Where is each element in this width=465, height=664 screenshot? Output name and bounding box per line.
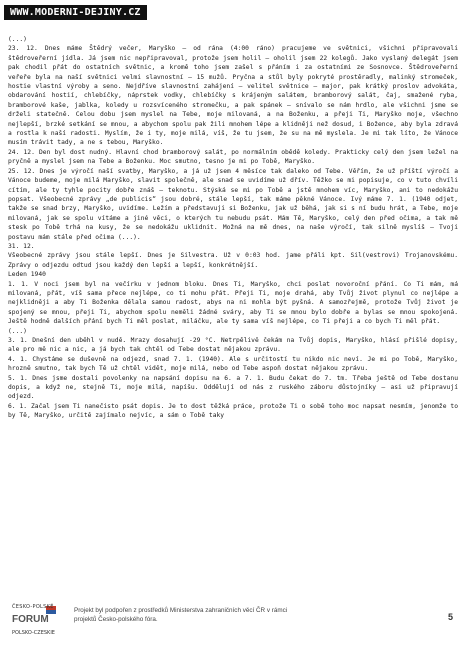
paragraph: 4. 1. Chystáme se duševně na odjezd, snad 7. 1. (1940). Ale s určitostí tu nikdo nic neví. Je mi po Tobě, Maryško, hrozně smutno, tak bych Tě už chtěl vidět, moje milá, nebo od Tebe aspoň dostat nějakou zprávu. xyxy=(8,355,458,373)
paragraph: 5. 1. Dnes jsme dostali povolenky na napsání dopisu na 6. a 7. 1. Budu čekat do 7. tm. Třeba ještě od Tebe dostanu dopis, a když ne, stejně Ti, moje milá, napíšu. Oddělují od nás z ruského záboru důstojníky – asi už připravují odjezd. xyxy=(8,374,458,401)
paragraph: (...) xyxy=(8,36,27,43)
funding-line: projektů Česko-polského fóra. xyxy=(74,616,158,623)
paragraph: Leden 1940 xyxy=(8,271,46,279)
page-number: 5 xyxy=(447,612,453,622)
document-body xyxy=(8,35,458,421)
page-footer xyxy=(0,596,465,664)
logo-main-text: FORUM xyxy=(12,614,49,625)
site-badge[interactable]: WWW.MODERNI-DEJINY.CZ xyxy=(4,5,147,20)
paragraph: 25. 12. Dnes je výročí naší svatby, Maryško, a já už jsem 4 měsíce tak daleko od Tebe. Věřím, že už příští výročí a Vánoce budeme, moje milá Maryško, slavit společně, ale snad se uvidíme už dřív. Těžko se mi popisuje, co v tuto chvíli cítím, ale ty tyhle pocity dobře znáš – teknotu. Stýská se mi po Tobě a jstě mnohem víc, Maryško, ani to nedokážu popsat. Všeobecné zprávy „de publicis“ jsou dobré, stále lepší, tak máme pěkné Vánoce. Ivý máme 7. 1. (1940 odjet, takže se snad brzy, Maryško, uvidíme. Ležím a představuji si Boženku, jak už běhá, jak si s ní budu hrát, a Tebe, moje milovaná, jak se spolu vítáme a jiné věci, o kterých tu nebudu psát. Mám Tě, Maryško, celý den před očima, a tak mě stesk po Tobě trhá na kusy, že se nedokážu uklidnit. Možná na mě dnes, na naše výročí, tak silně myslíš – Tvoji postavu mám stále před očima (...). xyxy=(8,167,458,241)
logo-bottom-text: POLSKO-CZESKIE xyxy=(12,630,55,636)
paragraph: 23. 12. Dnes máme Štědrý večer, Maryško – od rána (4:00 ráno) pracujeme ve světnici, všichni připravovali štědroveřerní jídla. Já jsem nic nepřipravoval, protože jsem holil – oholil jsem 22 kolegů. Jako vyslaný delegát jsem pak chodil přát do ostatních světnic, a kromě toho jsem zašel s přáním i za ostatními ze Sosnovce. Štědroveřerní veřeře byla na naší světnici velmi slavnostní – 15 mužů. Pryčna a stůl byly pokryté prostěradly, malinký stromeček, hostie vlastní výroby a seno. Nejdříve slavnostní zahájení – velitel světnice – major, pak krátký proslov advokáta, obdarování hostií, chlebíčky, náprstek vodky, chlebíčky s krájeným salátem, bramborový salát, čaj, smažené ryba, bramborové kaše, jablka, koledy u rozsvíceného stromečku, a pak spánek – snívalo se nám hrdlo, ale všichni jsme se drželi statečně. Celou dobu jsem myslel na Tebe, moje milovaná, a na Boženku, a přeji Ti, Maryško moje, všechno nejlepší, brzké setkání se mnou, a abychom spolu pak žili mnohem lépe a klidněji než dosud, i Božence, aby byla zdravá a rostla k naší radosti. Myslím, že i ty, moje milá, víš, že tu jsem, že su na mě myslela. Je mi tak líto, že Vánoce musím trávit tady, a ne s tebou, Maryško. xyxy=(8,45,458,147)
funding-line: Projekt byl podpořen z prostředků Ministerstva zahraničních věcí ČR v rámci xyxy=(74,607,288,614)
funding-note xyxy=(74,606,344,624)
page-header xyxy=(0,0,465,34)
logo-top-text: ČESKO-POLSKÉ xyxy=(12,604,54,610)
paragraph: 24. 12. Den byl dost nudný. Hlavní chod bramborový salát, po normálním obědě koledy. Prakticky celý den jsem ležel na pryčně a myslel jsem na Tebe a Boženku. Moc smutno, tesno je mi po Tobě, Maryško. xyxy=(8,148,458,166)
paragraph: 31. 12. xyxy=(8,242,35,250)
paragraph: 3. 1. Dnešní den uběhl v nudě. Mrazy dosahují -29 °C. Netrpělivě čekám na Tvůj dopis, Maryško, hlásí přišlé dopisy, ale pro mě nic a nic, a já bych tak chtěl od Tebe dostat nějakou zprávu. xyxy=(8,337,458,354)
paragraph: (...) xyxy=(8,327,27,335)
paragraph: 1. 1. V noci jsem byl na večírku v jednom bloku. Dnes Ti, Maryško, chci poslat novoroční přání. Co Ti mám, má milovaná, přát, víš sama přece nejlépe, co ti mohu přát. Přeji Ti, moje drahá, aby Tvůj život plynul co nejlépe a nejklidněji a aby Ti Boženka dělala samou radost, abys na ni mohla být pyšná. A samozřejmě, protože Tvůj život je spojený se mnou, přeji Ti, abychom spolu neměli žádné sváry, aby Ti se mnou bylo dobře a bylas se mnou spokojená. Ještě hodně dalších přání bych Ti měl poslat, miláčku, ale ty sama víš nejlépe, co Ti přeji a co bych Ti měl přát. xyxy=(8,280,458,326)
paragraph: 6. 1. Začal jsem Ti nanečisto psát dopis. Je to dost těžká práce, protože Ti o sobě toho moc napsat nesmím, jenomže to by Tě, Maryško, určitě zajímalo nejvíc, a sám o Tobě taky xyxy=(8,402,458,420)
forum-logo xyxy=(12,604,60,644)
paragraph: Všeobecné zprávy jsou stále lepší. Dnes je Silvestra. Už v 0:03 hod. jame přáli kpt. Sil(vestrovi) Trojanovskému. Zprávy o odjezdu odtud jsou každý den lepší a lepší, konkrétnější. xyxy=(8,252,458,269)
